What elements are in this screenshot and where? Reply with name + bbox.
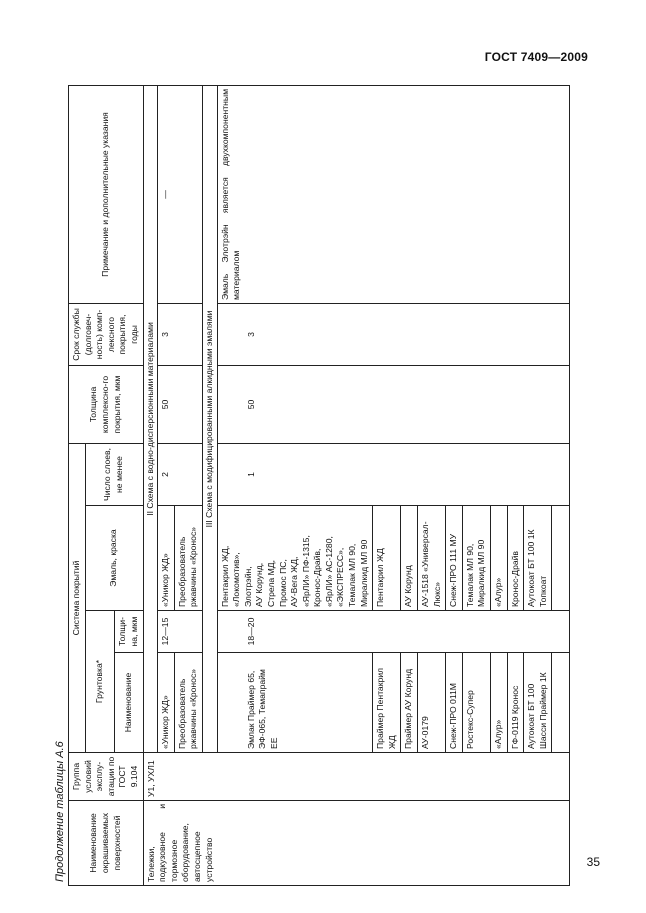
surface-cell: Тележки, подкузовное и тормозное оборудование, автосцепное устройство xyxy=(143,801,570,886)
col-primer: Грунтовка* xyxy=(85,611,115,753)
table-cell: Темалак МЛ 90, Миралкид МЛ 90 xyxy=(462,506,490,611)
table-cell: 3 xyxy=(158,304,203,366)
table-cell-text: 3 xyxy=(245,332,256,337)
table-cell: АУ Корунд xyxy=(401,506,418,611)
col-surfaces: Наименование окрашиваемых поверхностей xyxy=(69,801,144,886)
table-cell: Аутокоат БТ 100 1К Топкоат xyxy=(524,506,552,611)
table-cell: «Уникор ЖД» xyxy=(158,506,175,611)
table-cell: — xyxy=(158,86,203,304)
table-continuation-caption: Продолжение таблицы А.6 xyxy=(54,741,66,882)
rotated-table-block xyxy=(52,46,637,886)
table-cell-text: Эмлак Праймер 65, ЭФ-065, Темапрайм ЕЕ xyxy=(245,669,279,749)
page-number: 35 xyxy=(586,855,600,869)
section-3-title: III Схема с модифицированными алкидными эмалями xyxy=(202,86,217,753)
group-cell: У1, УХЛ1 xyxy=(143,753,570,801)
table-cell: Преобразователь ржавчины «Кронос» xyxy=(174,506,202,611)
document-header: ГОСТ 7409—2009 xyxy=(484,50,588,64)
table-cell: Снеж-ПРО 011М xyxy=(446,653,463,753)
col-notes: Примечание и дополнительные указания xyxy=(69,86,144,304)
table-cell: Кронос-Драйв xyxy=(507,506,524,611)
table-cell: «Уникор ЖД» xyxy=(158,653,175,753)
col-service-life: Срок службы (долговеч-ность) комп-лексного покрытия, годы xyxy=(69,304,144,366)
table-cell: «Алур» xyxy=(491,653,508,753)
table-cell xyxy=(217,611,570,653)
table-cell xyxy=(217,304,570,366)
table-cell xyxy=(217,366,570,444)
table-cell: Праймер АУ Корунд xyxy=(401,653,418,753)
table-cell: Эмаль Элотрэйн является двухкомпонентным материалом xyxy=(217,86,570,304)
table-cell xyxy=(217,444,570,506)
table-cell: Снеж-ПРО 111 МУ xyxy=(446,506,463,611)
table-cell: Пентакрил ЖД xyxy=(373,506,401,611)
col-primer-thickness: Толщи-на, мкм xyxy=(115,611,143,653)
coating-systems-table xyxy=(68,85,570,886)
table-cell: Аутокоат БТ 100 Шасси Праймер 1К xyxy=(524,653,552,753)
table-cell-empty xyxy=(552,653,570,753)
table-cell: Пентакрил ЖД, «Локомотив», Элотрэйн, АУ Корунд, Стрела МД, Промос ПС, АУ-Вега ЖД, «ЯрЛИ» ПФ-1315, Кронос-Драйв, «ЯрЛИ» АС-1280, «ЭКСПРЕСС», Темалак МЛ 90, Миралкид МЛ 90 xyxy=(217,506,373,611)
col-enamel: Эмаль, краска xyxy=(85,506,143,611)
table-cell: 50 xyxy=(158,366,203,444)
table-cell-text: 18—20 xyxy=(245,617,256,646)
section-2-title: II Схема с водно-дисперсионными материалами xyxy=(143,86,158,753)
col-system: Система покрытий xyxy=(69,444,86,753)
table-cell: 12—15 xyxy=(158,611,203,653)
table-cell: Ростекс-Супер xyxy=(462,653,490,753)
table-cell xyxy=(217,653,373,753)
col-layers: Число слоев, не менее xyxy=(85,444,143,506)
table-cell-text: 50 xyxy=(245,399,256,410)
table-cell-text: 1 xyxy=(245,472,256,477)
table-cell-empty xyxy=(552,506,570,611)
col-primer-name: Наименование xyxy=(115,653,143,753)
table-cell: АУ-1518 «Универсал-Люкс» xyxy=(418,506,446,611)
col-group: Группа условий эксплу-атации по ГОСТ 9.104 xyxy=(69,753,144,801)
table-cell: ГФ-0119 Кронос xyxy=(507,653,524,753)
table-cell: «Алур» xyxy=(491,506,508,611)
table-cell: АУ-0179 xyxy=(418,653,446,753)
table-cell: 2 xyxy=(158,444,203,506)
col-thickness: Толщина комплексно-го покрытия, мкм xyxy=(69,366,144,444)
table-cell: Праймер Пентакрил ЖД xyxy=(373,653,401,753)
table-cell: Преобразователь ржавчины «Кронос» xyxy=(174,653,202,753)
